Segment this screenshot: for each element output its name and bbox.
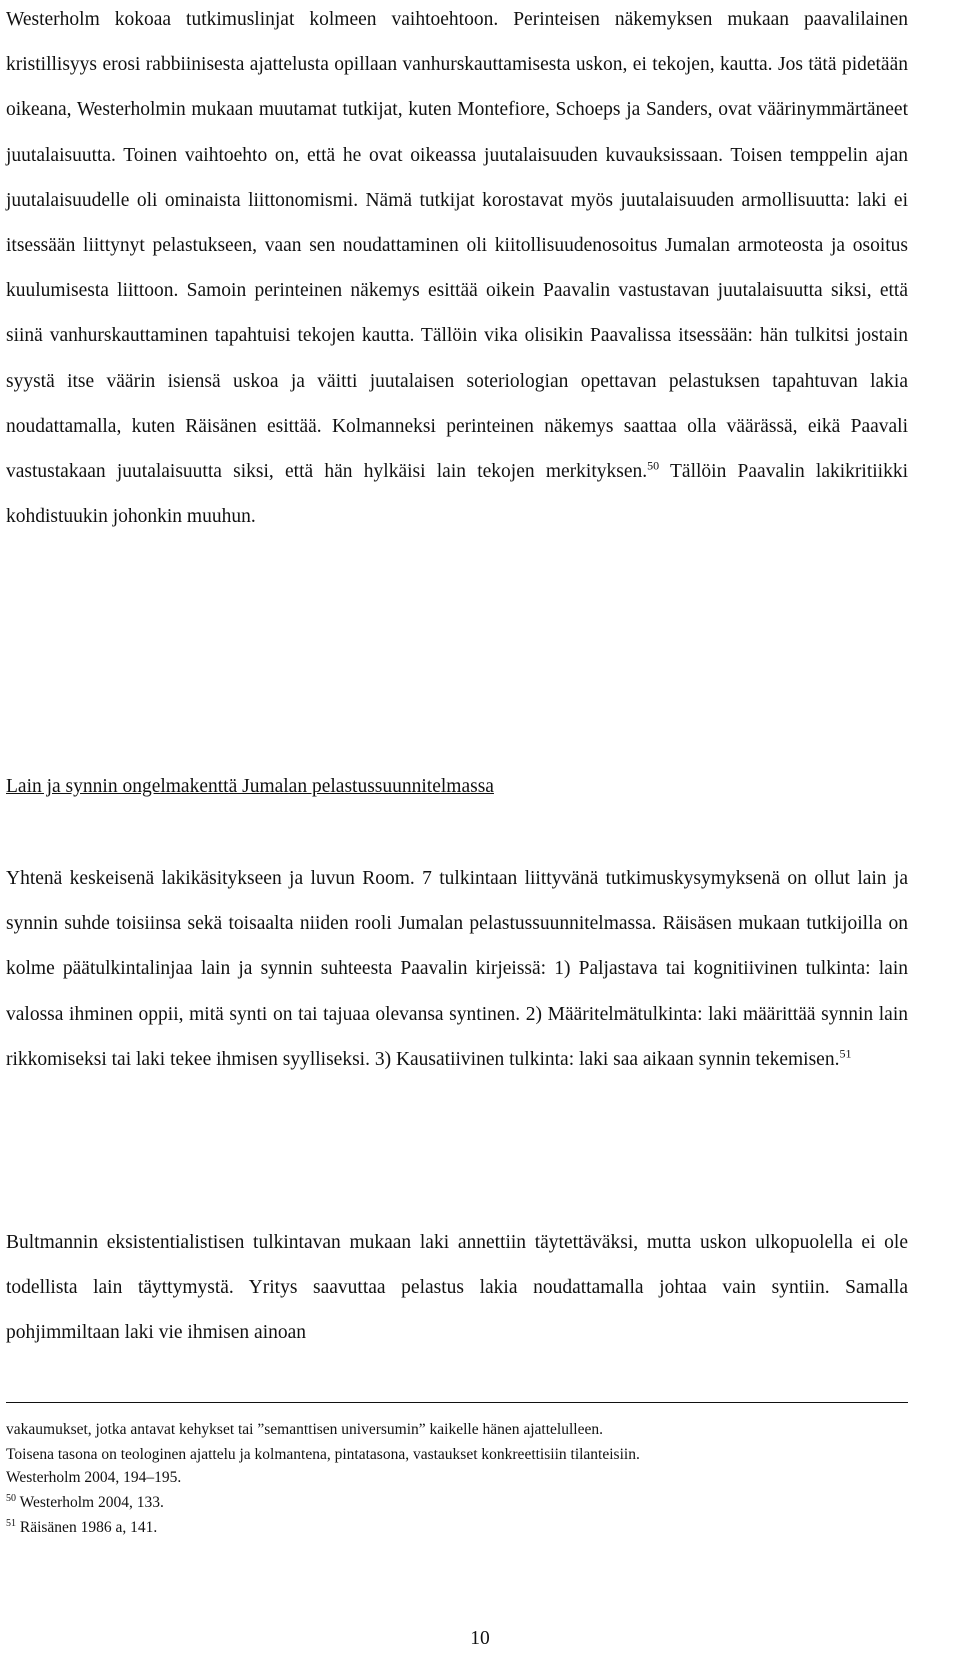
footnote-ref-51[interactable]: 51: [839, 1046, 852, 1061]
body-paragraph-2: [6, 856, 908, 1082]
footnote-51: [6, 1518, 916, 1537]
paragraph-text: Tällöin Paavalin lakikritiikki kohdistuukin johonkin muuhun.: [6, 461, 908, 528]
page-number: 10: [470, 1628, 490, 1649]
footnote-continuation: Westerholm 2004, 194–195.: [6, 1469, 182, 1486]
footnote-50: [6, 1493, 916, 1512]
footnote-number: 50: [6, 1492, 16, 1504]
footnote-continuation: Toisena tasona on teologinen ajattelu ja kolmantena, pintatasona, vastaukset konkreettisiin tilanteisiin.: [6, 1446, 640, 1463]
footnote-text: Räisänen 1986 a, 141.: [16, 1519, 158, 1536]
footnote-continuation: vakaumukset, jotka antavat kehykset tai ”semanttisen universumin” kaikelle hänen ajattelulleen.: [6, 1421, 603, 1438]
section-heading: Lain ja synnin ongelmakenttä Jumalan pelastussuunnitelmassa: [6, 776, 494, 797]
footnote-divider: [6, 1402, 908, 1403]
body-paragraph-1: [6, 0, 908, 539]
footnote-text: Westerholm 2004, 133.: [16, 1494, 164, 1511]
paragraph-text: Westerholm kokoaa tutkimuslinjat kolmeen vaihtoehtoon. Perinteisen näkemyksen mukaan paavalilainen kristillisyys erosi rabbiinisesta ajattelusta opillaan vanhurskauttamisesta uskon, ei tekojen, kautta. Jos tätä pidetään oikeana, Westerholmin mukaan muutamat tutkijat, kuten Montefiore, Schoeps ja Sanders, ovat väärinymmärtäneet juutalaisuutta. Toinen vaihtoehto on, että he ovat oikeassa juutalaisuuden kuvauksissaan. Toisen temppelin ajan juutalaisuudelle oli ominaista liittonomismi. Nämä tutkijat korostavat myös juutalaisuuden armollisuutta: laki ei itsessään liittynyt pelastukseen, vaan sen noudattaminen oli kiitollisuudenosoitus Jumalan armoteosta ja osoitus kuulumisesta liittoon. Samoin perinteinen näkemys esittää oikein Paavalin vastustavan juutalaisuutta siksi, että siinä vanhurskauttaminen tapahtuisi tekojen kautta. Tällöin vika olisikin Paavalissa itsessään: hän tulkitsi jostain syystä itse väärin isiensä uskoa ja väitti juutalaisen soteriologian opettavan pelastuksen tapahtuvan lakia noudattamalla, kuten Räisänen esittää. Kolmanneksi perinteinen näkemys saattaa olla väärässä, eikä Paavali vastustakaan juutalaisuutta siksi, että hän hylkäisi lain tekojen merkityksen.: [6, 9, 908, 483]
body-paragraph-3: Bultmannin eksistentialistisen tulkintavan mukaan laki annettiin täytettäväksi, mutta uskon ulkopuolella ei ole todellista lain täyttymystä. Yritys saavuttaa pelastus lakia noudattamalla johtaa vain syntiin. Samalla pohjimmiltaan laki vie ihmisen ainoan: [6, 1232, 908, 1344]
paragraph-text: Yhtenä keskeisenä lakikäsitykseen ja luvun Room. 7 tulkintaan liittyvänä tutkimuskysymyksenä on ollut lain ja synnin suhde toisiinsa sekä toisaalta niiden rooli Jumalan pelastussuunnitelmassa. Räisäsen mukaan tutkijoilla on kolme päätulkintalinjaa lain ja synnin suhteesta Paavalin kirjeissä: 1) Paljastava tai kognitiivinen tulkinta: lain valossa ihminen oppii, mitä synti on tai tajuaa olevansa syntinen. 2) Määritelmätulkinta: laki määrittää synnin lain rikkomiseksi tai laki tekee ihmisen syylliseksi. 3) Kausatiivinen tulkinta: laki saa aikaan synnin tekemisen.: [6, 868, 908, 1070]
footnote-number: 51: [6, 1517, 16, 1529]
footnote-ref-50[interactable]: 50: [647, 458, 660, 473]
